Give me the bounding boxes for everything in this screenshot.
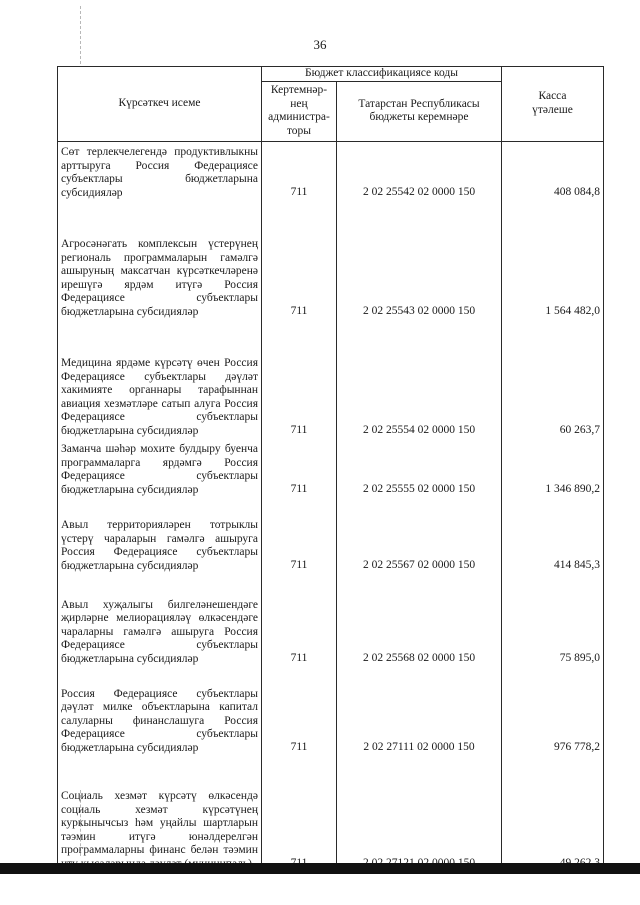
header-budget-class: Бюджет классификациясе коды <box>262 67 502 82</box>
row-cash-amount: 414 845,3 <box>502 497 604 573</box>
table-row <box>58 755 604 871</box>
header-cash <box>502 67 604 142</box>
table-row <box>58 666 604 755</box>
row-budget-code: 2 02 25543 02 0000 150 <box>337 200 502 319</box>
row-budget-code: 2 02 27111 02 0000 150 <box>337 666 502 755</box>
row-admin-code: 711 <box>262 438 337 497</box>
row-indicator-name: Медицина ярдәме күрсәтү өчен Россия Федерациясе субъектлары дәүләт хакимияте органнары тарафыннан авиация хезмәтләре сатып алуга Россия Федерациясе субъектлары бюджетларына субсидияләр <box>58 319 262 438</box>
table-row <box>58 319 604 438</box>
row-admin-code: 711 <box>262 319 337 438</box>
row-cash-amount: 976 778,2 <box>502 666 604 755</box>
row-admin-code: 711 <box>262 573 337 666</box>
row-cash-amount: 408 084,8 <box>502 141 604 200</box>
row-admin-code: 711 <box>262 497 337 573</box>
row-cash-amount: 75 895,0 <box>502 573 604 666</box>
scan-dash-line-top <box>80 6 82 64</box>
header-revenue: Татарстан Республикасы бюджеты керемнәре <box>337 81 502 141</box>
row-budget-code: 2 02 25555 02 0000 150 <box>337 438 502 497</box>
row-indicator-name: Авыл территорияләрен тотрыклы үстерү чараларын гамәлгә ашыруга Россия Федерациясе субъектлары бюджетларына субсидияләр <box>58 497 262 573</box>
page-number: 36 <box>313 37 327 52</box>
row-indicator-name: Авыл хуҗалыгы билгеләнешендәге җирләрне мелиорацияләү өлкәсендәге чараларны гамәлгә ашыруга Россия Федерациясе субъектлары бюджетларына субсидияләр <box>58 573 262 666</box>
table-row <box>58 200 604 319</box>
row-indicator-name: Агросәнәгать комплексын үстерүнең региональ программаларын гамәлгә ашыруның максатчан күрсәткечләренә ирешүгә ярдәм итүгә Россия Федерациясе субъектлары бюджетларына субсидияләр <box>58 200 262 319</box>
row-admin-code: 711 <box>262 666 337 755</box>
header-cash-label: Касса үтәлеше <box>532 90 573 116</box>
table-row <box>58 438 604 497</box>
budget-table <box>57 66 604 871</box>
header-admin <box>262 81 337 141</box>
table-row <box>58 573 604 666</box>
row-indicator-name: Заманча шәһәр мохите булдыру буенча программаларга ярдәмгә Россия Федерациясе субъектлары бюджетларына субсидияләр <box>58 438 262 497</box>
row-budget-code: 2 02 25542 02 0000 150 <box>337 141 502 200</box>
row-indicator-name: Социаль хезмәт күрсәтү өлкәсендә социаль хезмәт күрсәтүнең куркынычсыз һәм уңайлы шартларын тәэмин итүгә юнәлдерелгән программаларны финанс белән тәэмин <box>58 755 262 871</box>
row-cash-amount <box>502 755 604 871</box>
row-cash-amount: 1 346 890,2 <box>502 438 604 497</box>
table-body <box>58 141 604 871</box>
table-row <box>58 497 604 573</box>
header-admin-label: Кертемнәр- нең администра- торы <box>268 84 330 137</box>
row-budget-code: 2 02 25567 02 0000 150 <box>337 497 502 573</box>
row-indicator-name: Россия Федерациясе субъектлары дәүләт милке объектларына капитал салуларны финанслашуга Россия Федерациясе субъектлары бюджетларына субсидияләр <box>58 666 262 755</box>
scan-bottom-edge <box>0 863 640 874</box>
row-admin-code: 711 <box>262 200 337 319</box>
header-indicator: Күрсәткеч исеме <box>58 67 262 142</box>
row-cash-amount: 60 263,7 <box>502 319 604 438</box>
table-row <box>58 141 604 200</box>
row-budget-code: 2 02 25568 02 0000 150 <box>337 573 502 666</box>
row-budget-code: 2 02 25554 02 0000 150 <box>337 319 502 438</box>
row-budget-code <box>337 755 502 871</box>
row-admin-code <box>262 755 337 871</box>
row-admin-code: 711 <box>262 141 337 200</box>
row-indicator-name: Сөт терлекчелегендә продуктивлыкны арттыруга Россия Федерациясе субъектлары бюджетларына субсидияләр <box>58 141 262 200</box>
row-cash-amount: 1 564 482,0 <box>502 200 604 319</box>
